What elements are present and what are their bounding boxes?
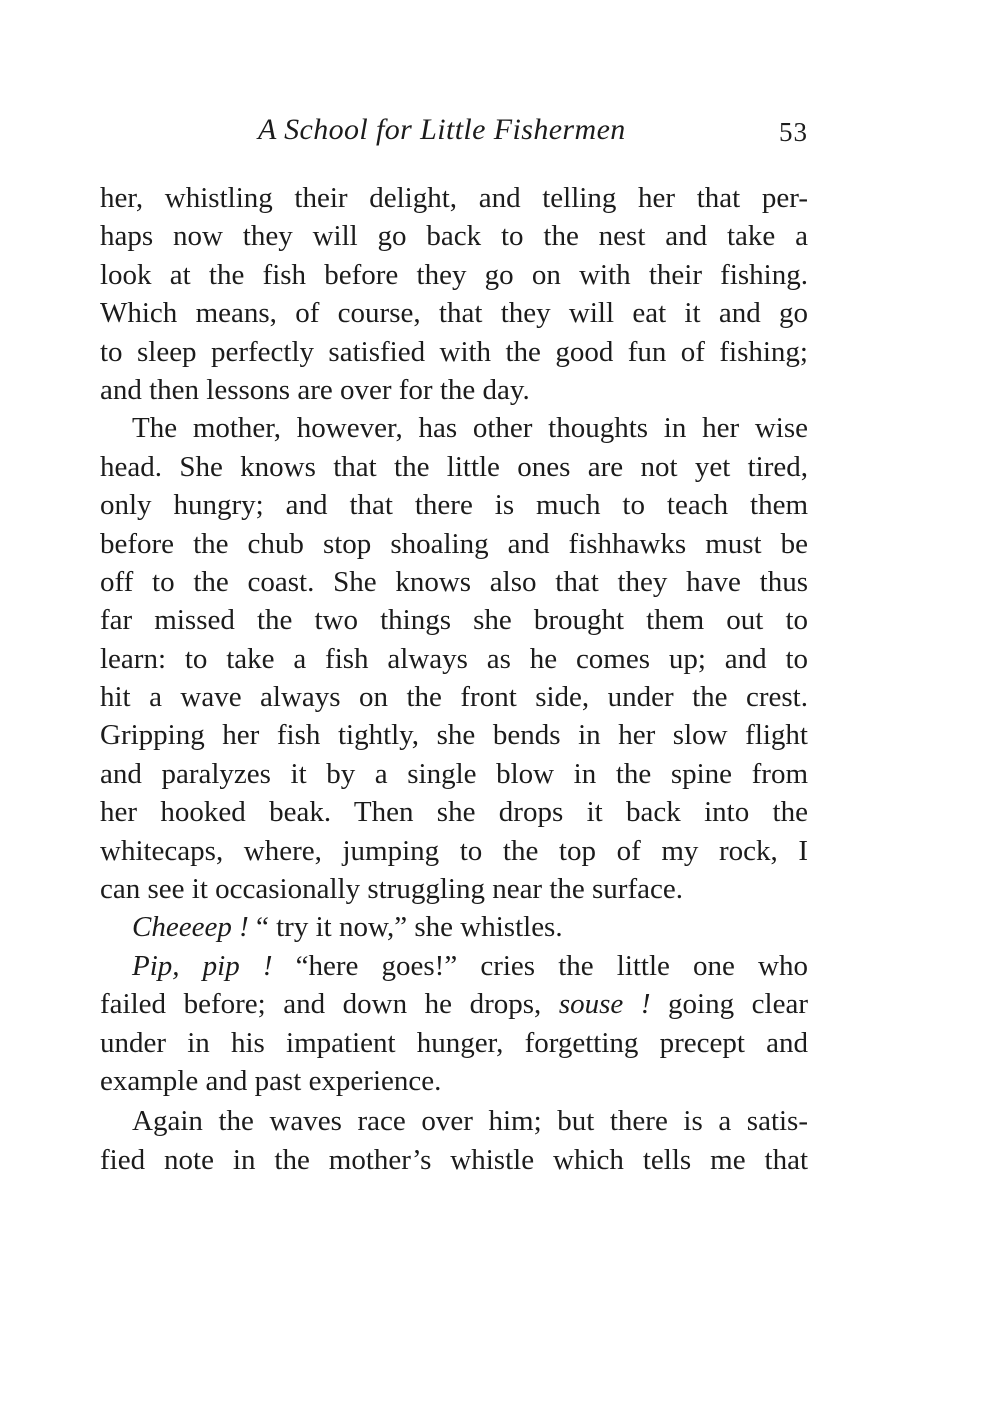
text-line	[100, 947, 808, 985]
italic-exclamation: Cheeeep !	[132, 911, 249, 944]
text-line: look at the fish before they go on with their fishing.	[100, 258, 808, 291]
text-line: and paralyzes it by a single blow in the spine from	[100, 757, 808, 790]
text-line: haps now they will go back to the nest and take a	[100, 220, 808, 253]
text-line: whitecaps, where, jumping to the top of my rock, I	[100, 834, 808, 867]
text-line: off to the coast. She knows also that they have thus	[100, 565, 808, 598]
line-text: “here goes!” cries the little one who	[272, 949, 808, 982]
text-line: her, whistling their delight, and telling her that per-	[100, 182, 808, 214]
line-text: failed before; and down he drops,	[100, 988, 559, 1021]
body-text	[100, 179, 808, 1179]
text-line: Gripping her fish tightly, she bends in her slow flight	[100, 719, 808, 752]
text-line	[100, 985, 808, 1023]
text-line: far missed the two things she brought them out to	[100, 604, 808, 637]
text-line: and then lessons are over for the day.	[100, 373, 530, 406]
text-line: The mother, however, has other thoughts in her wise	[132, 412, 808, 445]
text-line: Again the waves race over him; but there is a satis-	[132, 1105, 808, 1138]
text-line: can see it occasionally struggling near the surface.	[100, 873, 683, 906]
italic-exclamation: souse !	[558, 988, 651, 1021]
text-line: Which means, of course, that they will eat it and go	[100, 297, 808, 330]
line-text: “ try it now,” she whistles.	[248, 911, 563, 944]
running-head	[98, 113, 808, 163]
text-line: under in his impatient hunger, forgetting precept and	[100, 1026, 808, 1059]
line-text: going clear	[650, 988, 808, 1021]
text-line: head. She knows that the little ones are not yet tired,	[100, 450, 808, 483]
text-line: only hungry; and that there is much to teach them	[100, 489, 808, 522]
text-line: hit a wave always on the front side, under the crest.	[100, 681, 808, 714]
italic-exclamation: Pip, pip !	[132, 949, 273, 982]
text-line: learn: to take a fish always as he comes up; and to	[100, 642, 808, 675]
text-line: her hooked beak. Then she drops it back into the	[100, 796, 808, 829]
text-line	[100, 908, 808, 946]
running-title: A School for Little Fishermen	[258, 113, 626, 146]
text-line: before the chub stop shoaling and fishhawks must be	[100, 527, 808, 560]
text-line: example and past experience.	[100, 1064, 442, 1097]
page-number: 53	[779, 117, 808, 147]
text-line: to sleep perfectly satisfied with the good fun of fishing;	[100, 335, 808, 368]
text-line: fied note in the mother’s whistle which tells me that	[100, 1143, 808, 1176]
